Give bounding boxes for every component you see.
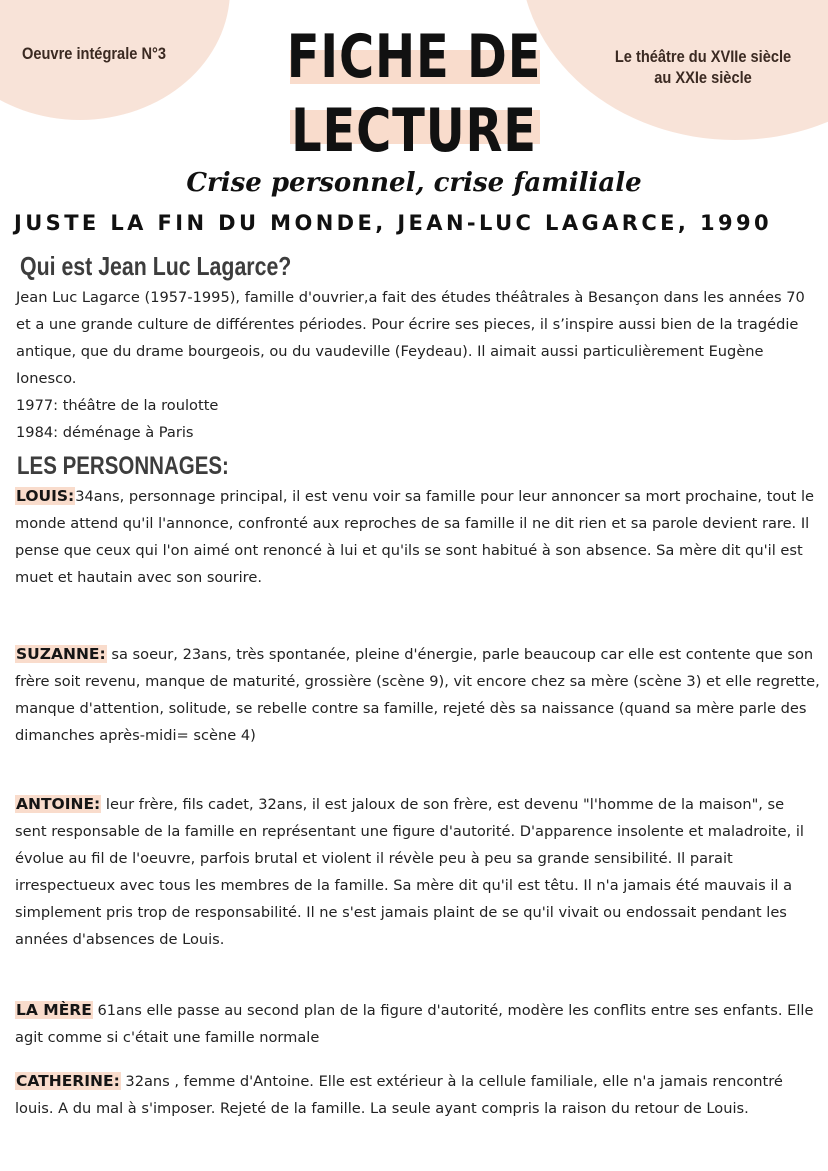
characters-heading: LES PERSONNAGES: bbox=[17, 452, 229, 480]
page-title-line2: LECTURE bbox=[291, 96, 537, 166]
character-antoine bbox=[15, 791, 820, 953]
character-description: 61ans elle passe au second plan de la figure d'autorité, modère les conflits entre ses enfants. Elle agit comme si c'était une famille normale bbox=[15, 1002, 814, 1046]
character-description: sa soeur, 23ans, très spontanée, pleine d'énergie, parle beaucoup car elle est contente que son frère soit revenu, manque de maturité, grossière (scène 9), vit encore chez sa mère (scène 3) et elle regrette, manque d'attention, solitude, se rebelle contre sa famille, rejeté dès sa naissance (quand sa mère parle des dimanches après-midi= scène 4) bbox=[15, 646, 820, 744]
character-description: 34ans, personnage principal, il est venu voir sa famille pour leur annoncer sa mort prochaine, tout le monde attend qu'il l'annonce, confronté aux reproches de sa famille il ne dit rien et sa parole devient rare. Il pense que ceux qui l'on aimé ont renoncé à lui et qu'ils se sont habitué à son absence. Sa mère dit qu'il est muet et hautain avec son sourire. bbox=[15, 488, 815, 586]
character-name: ANTOINE: bbox=[16, 795, 101, 813]
page-title-line1: FICHE DE bbox=[286, 22, 542, 92]
period-label-line2: au XXIe siècle bbox=[654, 68, 752, 87]
work-number-label: Oeuvre intégrale N°3 bbox=[22, 44, 166, 63]
character-suzanne bbox=[15, 641, 820, 749]
author-fact-1984: 1984: déménage à Paris bbox=[16, 424, 194, 441]
period-label-line1: Le théâtre du XVIIe siècle bbox=[614, 47, 792, 66]
character-name: LA MÈRE bbox=[16, 1001, 92, 1019]
character-catherine bbox=[15, 1068, 820, 1122]
author-bio-block bbox=[16, 284, 816, 446]
character-louis bbox=[15, 483, 820, 591]
character-description: 32ans , femme d'Antoine. Elle est extérieur à la cellule familiale, elle n'a jamais rencontré louis. A du mal à s'imposer. Rejeté de la famille. La seule ayant compris la raison du retour de Louis. bbox=[15, 1073, 783, 1117]
character-name: SUZANNE: bbox=[16, 645, 106, 663]
author-fact-1977: 1977: théâtre de la roulotte bbox=[16, 397, 219, 414]
page-subtitle: Crise personnel, crise familiale bbox=[186, 168, 642, 198]
author-heading: Qui est Jean Luc Lagarce? bbox=[20, 251, 292, 281]
author-bio: Jean Luc Lagarce (1957-1995), famille d'ouvrier,a fait des études théâtrales à Besançon dans les années 70 et a une grande culture de différentes périodes. Pour écrire ses pieces, il s’inspire aussi bien de la tragédie antique, que du drame bourgeois, ou du vaudeville (Feydeau). Il aimait aussi particulièrement Eugène Ionesco. bbox=[16, 289, 805, 387]
character-name: CATHERINE: bbox=[16, 1072, 120, 1090]
character-mere bbox=[15, 997, 820, 1051]
book-title: JUSTE LA FIN DU MONDE, JEAN-LUC LAGARCE, 1990 bbox=[14, 211, 773, 235]
character-name: LOUIS: bbox=[16, 487, 75, 505]
character-description: leur frère, fils cadet, 32ans, il est jaloux de son frère, est devenu "l'homme de la maison", se sent responsable de la famille en représentant une figure d'autorité. D'apparence insolente et maladroite, il évolue au fil de l'oeuvre, parfois brutal et violent il révèle peu à peu sa grande sensibilité. Il parait irrespectueux avec tous les membres de la famille. Sa mère dit qu'il est têtu. Il n'a jamais été mauvais il a simplement pris trop de responsabilité. Il ne s'est jamais plaint de se qu'il vivait ou endossait pendant les années d'absences de Louis. bbox=[15, 796, 804, 948]
